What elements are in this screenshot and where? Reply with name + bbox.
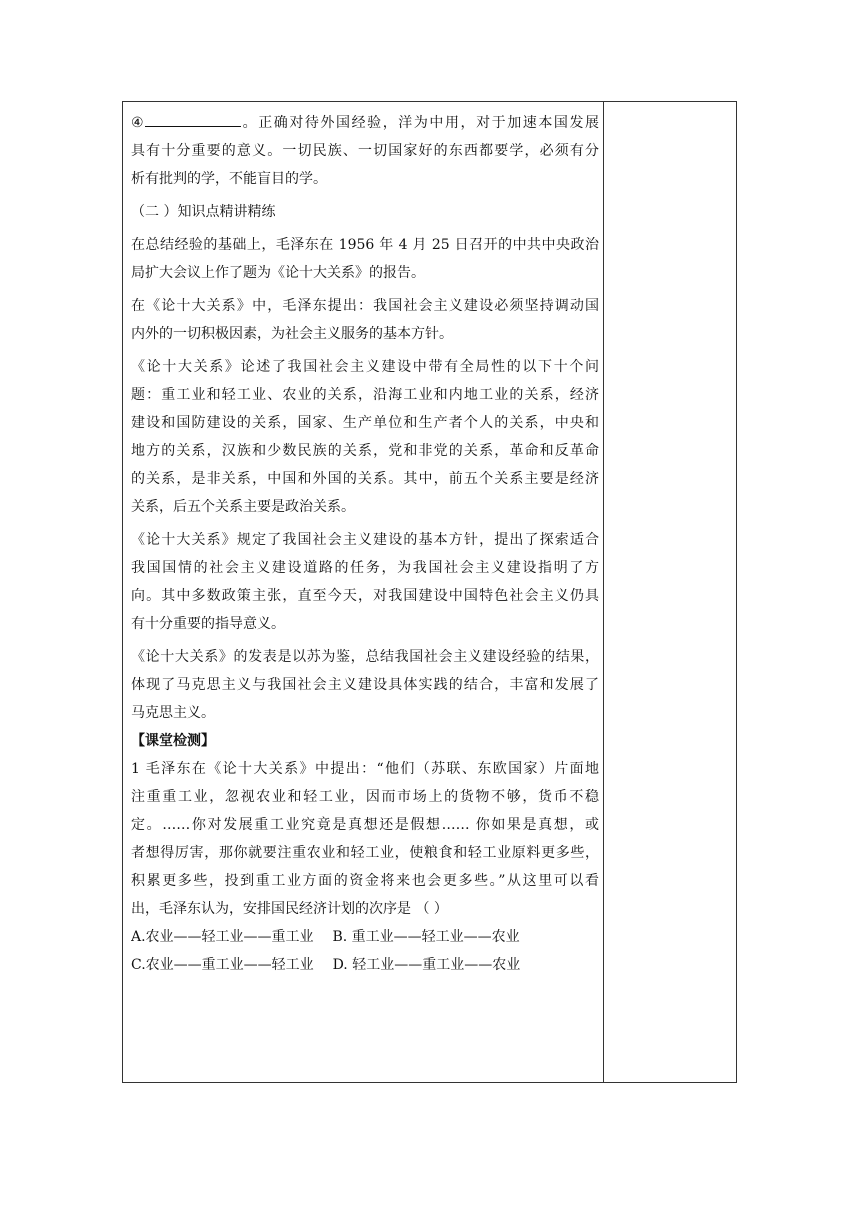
question-line: 者想得厉害，那你就要注重农业和轻工业，使粮食和轻工业原料更多些，	[131, 845, 599, 861]
text-line: 《论十大关系》规定了我国社会主义建设的基本方针，提出了探索适合	[131, 532, 599, 548]
answer-blank[interactable]	[145, 112, 241, 127]
text-line: 题：重工业和轻工业、农业的关系，沿海工业和内地工业的关系，经济	[131, 387, 599, 403]
option-d[interactable]: D. 轻工业——重工业——农业	[332, 957, 521, 973]
text-line: 我国国情的社会主义建设道路的任务，为我国社会主义建设指明了方	[131, 560, 599, 576]
text-line: 在总结经验的基础上，毛泽东在 1956 年 4 月 25 日召开的中共中央政治	[131, 237, 599, 253]
text-line: 地方的关系，汉族和少数民族的关系，党和非党的关系，革命和反革命	[131, 443, 599, 459]
text-line: 体现了马克思主义与我国社会主义建设具体实践的结合，丰富和发展了	[131, 677, 599, 693]
question-line: 积累更多些，投到重工业方面的资金将来也会更多些。”从这里可以看	[131, 873, 599, 889]
content-cell	[123, 102, 604, 1082]
text-line: 关系，后五个关系主要是政治关系。	[131, 499, 355, 515]
text-line: 《论十大关系》论述了我国社会主义建设中带有全局性的以下十个问	[131, 359, 599, 375]
text-line: 在《论十大关系》中，毛泽东提出：我国社会主义建设必须坚持调动国	[131, 298, 599, 314]
question-line: 出，毛泽东认为，安排国民经济计划的次序是 （ ）	[131, 901, 448, 917]
item-number: ④	[131, 115, 146, 131]
options-row	[131, 923, 599, 951]
text-line: 的关系，是非关系，中国和外国的关系。其中，前五个关系主要是经济	[131, 471, 599, 487]
text-line: 《论十大关系》的发表是以苏为鉴，总结我国社会主义建设经验的结果，	[131, 649, 599, 665]
question-line: 定。……你对发展重工业究竟是真想还是假想…… 你如果是真想，或	[131, 817, 599, 833]
test-heading: 【课堂检测】	[131, 733, 215, 749]
option-a[interactable]: A.农业——轻工业——重工业	[131, 929, 314, 945]
option-b[interactable]: B. 重工业——轻工业——农业	[332, 929, 520, 945]
text-line: 向。其中多数政策主张，直至今天，对我国建设中国特色社会主义仍具	[131, 588, 599, 604]
text-line: 有十分重要的指导意义。	[131, 616, 285, 632]
text-line: 建设和国防建设的关系，国家、生产单位和生产者个人的关系，中央和	[131, 415, 599, 431]
fill-blank-line: ④ 。正确对待外国经验，洋为中用，对于加速本国发展	[131, 109, 599, 137]
question-line: 注重重工业，忽视农业和轻工业，因而市场上的货物不够，货币不稳	[131, 789, 599, 805]
question-line: 1 毛泽东在《论十大关系》中提出：“他们（苏联、东欧国家）片面地	[131, 761, 599, 777]
text-line: 局扩大会议上作了题为《论十大关系》的报告。	[131, 265, 425, 281]
text-line: 具有十分重要的意义。一切民族、一切国家好的东西都要学，必须有分	[131, 143, 599, 159]
lesson-table	[122, 101, 737, 1083]
section-title: （二 ）知识点精讲精练	[131, 204, 276, 220]
option-c[interactable]: C.农业——重工业——轻工业	[131, 957, 314, 973]
text-line: 马克思主义。	[131, 705, 215, 721]
text-line: 内外的一切积极因素，为社会主义服务的基本方针。	[131, 326, 453, 342]
options-row	[131, 951, 599, 979]
lesson-content	[131, 109, 599, 979]
notes-cell	[604, 102, 736, 1082]
text-line: 析有批判的学，不能盲目的学。	[131, 171, 327, 187]
